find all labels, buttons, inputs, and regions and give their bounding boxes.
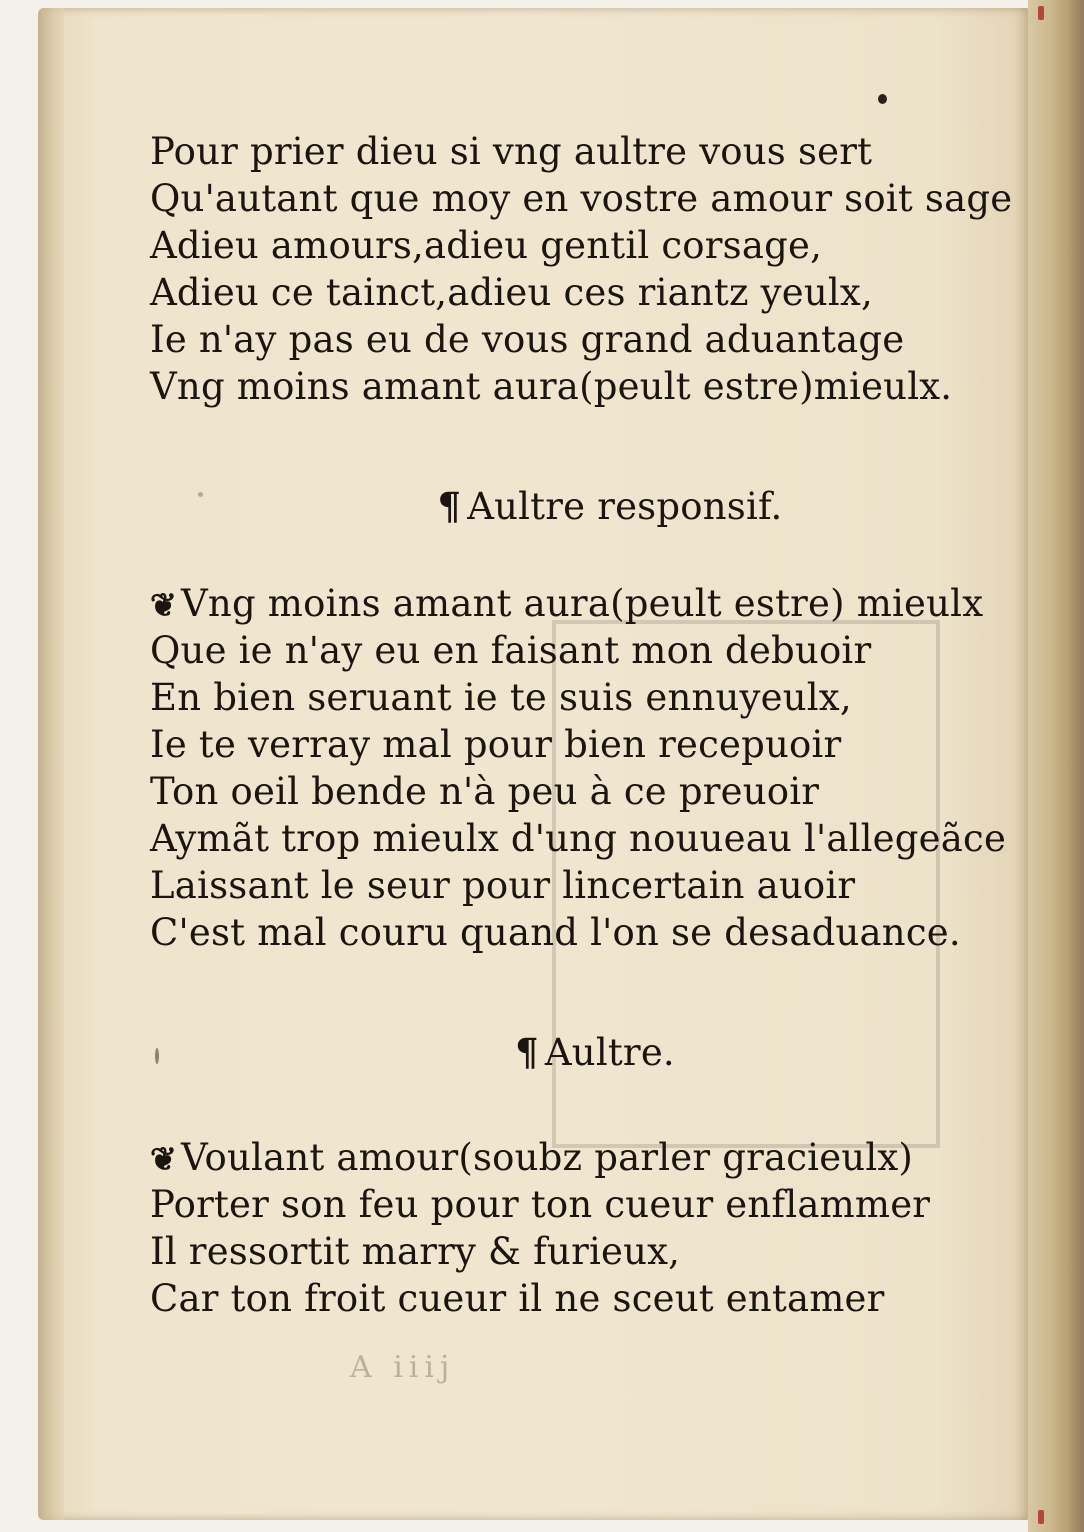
- verse-line: Pour prier dieu si vng aultre vous sert: [150, 130, 873, 173]
- verse-line: Que ie n'ay eu en faisant mon debuoir: [150, 629, 872, 672]
- verse-line: Adieu amours,adieu gentil corsage,: [150, 224, 823, 267]
- heading-text: Aultre responsif.: [467, 485, 783, 528]
- stanza-1: [150, 128, 1013, 410]
- stanza-3: [150, 1134, 1010, 1322]
- verse-line: ❦ Voulant amour(soubz parler gracieulx): [150, 1136, 914, 1179]
- section-heading-responsif: [150, 476, 1010, 536]
- signature-mark: A iiij: [350, 1350, 456, 1385]
- verse-line: Porter son feu pour ton cueur enflammer: [150, 1183, 931, 1226]
- verse-line: Qu'autant que moy en vostre amour soit sage: [150, 177, 1013, 220]
- verse-line: Ton oeil bende n'à peu à ce preuoir: [150, 770, 820, 813]
- binding-edge: [1028, 0, 1084, 1532]
- verse-line: Adieu ce tainct,adieu ces riantz yeulx,: [150, 271, 873, 314]
- stanza-2: [150, 580, 1010, 956]
- pilcrow-icon: ¶: [437, 484, 462, 528]
- fleuron-icon: ❦: [150, 586, 178, 624]
- verse-line: Aymãt trop mieulx d'ung nouueau l'allegeãce: [150, 817, 1007, 860]
- verse-line: C'est mal couru quand l'on se desaduance.: [150, 911, 961, 954]
- binding-thread: [1038, 6, 1044, 20]
- verse-line: Il ressortit marry & furieux,: [150, 1230, 681, 1273]
- verse-line: En bien seruant ie te suis ennuyeulx,: [150, 676, 852, 719]
- poem-text: [150, 128, 1013, 1322]
- page-gutter-shadow: [38, 8, 64, 1520]
- verse-line: Laissant le seur pour lincertain auoir: [150, 864, 856, 907]
- verse-line: ❦ Vng moins amant aura(peult estre) mieulx: [150, 582, 984, 625]
- verse-line: Car ton froit cueur il ne sceut entamer: [150, 1277, 885, 1320]
- pilcrow-icon: ¶: [515, 1030, 539, 1074]
- heading-text: Aultre.: [544, 1031, 675, 1074]
- verse-line: Ie te verray mal pour bien recepuoir: [150, 723, 842, 766]
- verse-line: Vng moins amant aura(peult estre)mieulx.: [150, 365, 953, 408]
- ink-spot: [878, 94, 887, 104]
- binding-thread: [1038, 1510, 1044, 1524]
- verse-line: Ie n'ay pas eu de vous grand aduantage: [150, 318, 905, 361]
- section-heading-aultre: [150, 1022, 1010, 1082]
- fleuron-icon: ❦: [150, 1140, 178, 1178]
